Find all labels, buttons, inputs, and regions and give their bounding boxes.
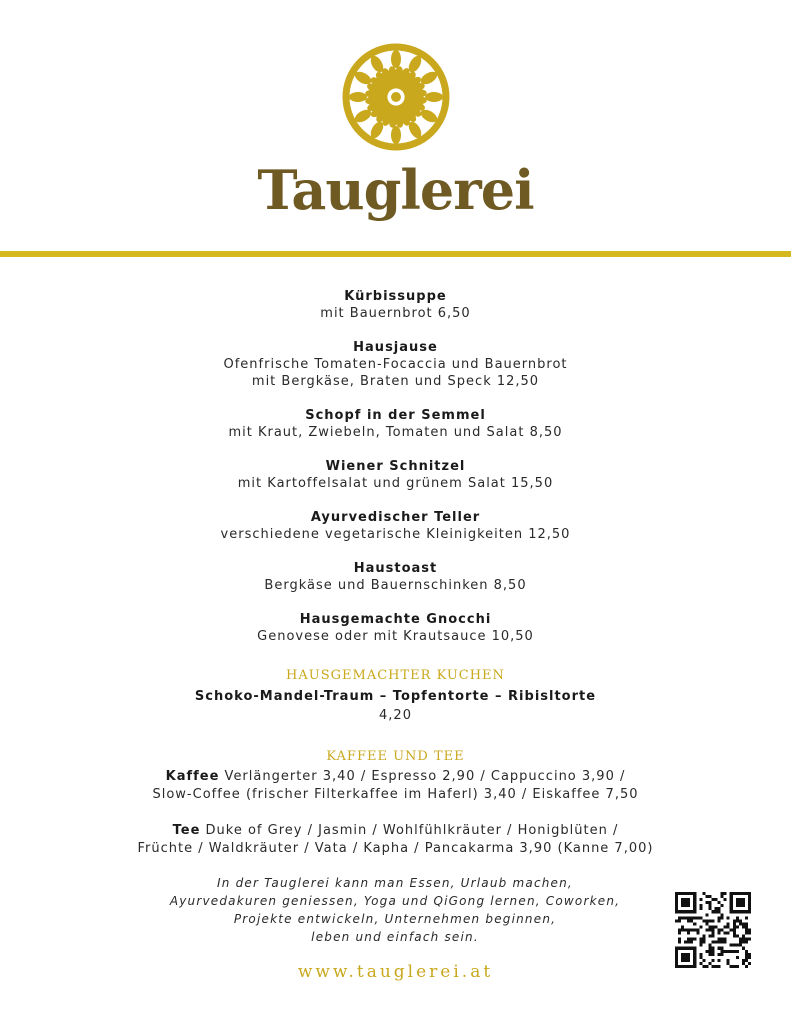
- dish-item: [0, 458, 791, 492]
- dish-description: mit Kraut, Zwiebeln, Tomaten und Salat 8,50: [228, 425, 563, 440]
- dish-description: verschiedene vegetarische Kleinigkeiten 12,50: [220, 527, 571, 542]
- website-link[interactable]: www.tauglerei.at: [297, 962, 494, 982]
- dish-item: [0, 611, 791, 645]
- cake-items: Schoko-Mandel-Traum – Topfentorte – Ribisltorte: [194, 689, 597, 704]
- dish-description: Ofenfrische Tomaten-Focaccia und Bauernbrot: [223, 357, 568, 372]
- coffee-list: [0, 768, 791, 804]
- tagline-line: In der Tauglerei kann man Essen, Urlaub machen,: [217, 876, 573, 890]
- dish-item: [0, 560, 791, 594]
- logo: [0, 40, 791, 154]
- dish-item: [0, 407, 791, 441]
- dish-description: Genovese oder mit Krautsauce 10,50: [257, 629, 534, 644]
- dish-item: [0, 288, 791, 322]
- dish-name: Hausgemachte Gnocchi: [299, 612, 492, 627]
- dish-name: Hausjause: [353, 340, 438, 355]
- dish-list: [0, 288, 791, 645]
- dish-name: Kürbissuppe: [344, 289, 447, 304]
- tagline: [110, 874, 680, 946]
- dish-name: Schopf in der Semmel: [305, 408, 486, 423]
- coffee-line-2: Slow-Coffee (frischer Filterkaffee im Haferl) 3,40 / Eiskaffee 7,50: [152, 787, 639, 802]
- dish-description: mit Bauernbrot 6,50: [320, 306, 471, 321]
- dish-description: Bergkäse und Bauernschinken 8,50: [264, 578, 527, 593]
- dish-description: mit Bergkäse, Braten und Speck 12,50: [251, 374, 540, 389]
- header-divider: [0, 251, 791, 257]
- dish-name: Wiener Schnitzel: [325, 459, 466, 474]
- dish-description: mit Kartoffelsalat und grünem Salat 15,50: [237, 476, 554, 491]
- tagline-line: Ayurvedakuren geniessen, Yoga und QiGong lernen, Coworken,: [169, 894, 621, 908]
- qr-code-icon[interactable]: [675, 892, 751, 968]
- cake-section-title: HAUSGEMACHTER KUCHEN: [286, 668, 505, 683]
- coffee-section-title: KAFFEE UND TEE: [326, 749, 465, 764]
- dish-item: [0, 339, 791, 390]
- tagline-line: Projekte entwickeln, Unternehmen beginnen,: [233, 912, 557, 926]
- coffee-label: Kaffee: [165, 769, 220, 784]
- tea-list: [0, 822, 791, 858]
- dish-name: Haustoast: [353, 561, 438, 576]
- dish-name: Ayurvedischer Teller: [310, 510, 481, 525]
- coffee-line-1: Verlängerter 3,40 / Espresso 2,90 / Cappuccino 3,90 /: [219, 769, 626, 784]
- tagline-line: leben und einfach sein.: [311, 930, 479, 944]
- tea-line-1: Duke of Grey / Jasmin / Wohlfühlkräuter / Honigblüten /: [200, 823, 619, 838]
- brand-title: Tauglerei: [257, 158, 534, 222]
- sun-flower-emblem-icon: [339, 40, 453, 154]
- dish-item: [0, 509, 791, 543]
- tea-label: Tee: [172, 823, 201, 838]
- cake-price: 4,20: [379, 708, 412, 723]
- tea-line-2: Früchte / Waldkräuter / Vata / Kapha / Pancakarma 3,90 (Kanne 7,00): [137, 841, 654, 856]
- menu: [0, 288, 791, 858]
